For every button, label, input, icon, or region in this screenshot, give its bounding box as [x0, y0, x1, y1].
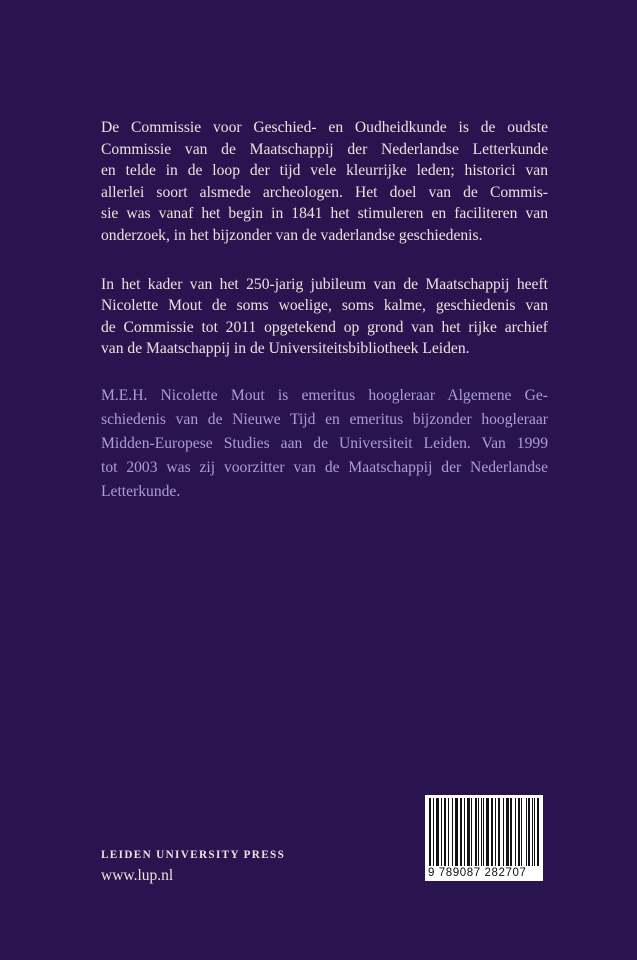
text-line: In het kader van het 250-jarig jubileum van de Maatschappij heeft: [101, 275, 548, 293]
text-line: allerlei soort alsmede archeologen. Het doel van de Commis-: [101, 183, 548, 201]
text-line: onderzoek, in het bijzonder van de vaderlandse geschiedenis.: [101, 226, 483, 244]
text-line: en telde in de loop der tijd vele kleurrijke leden; historici van: [101, 162, 548, 180]
text-line: sie was vanaf het begin in 1841 het stimuleren en faciliteren van: [101, 205, 548, 223]
author-bio: [101, 384, 548, 504]
publisher-imprint: [101, 848, 285, 886]
blurb-paragraph-2: [101, 274, 548, 360]
barcode-bars-icon: [429, 798, 539, 866]
isbn-barcode: [425, 795, 543, 881]
text-line: De Commissie voor Geschied- en Oudheidkunde is de oudste: [101, 119, 548, 136]
text-line: Midden-Europese Studies aan de Universiteit Leiden. Van 1999: [101, 434, 548, 452]
isbn-digits: 9 789087 282707: [428, 867, 540, 880]
text-line: van de Maatschappij in de Universiteitsbibliotheek Leiden.: [101, 340, 470, 358]
blurb-paragraph-1: [101, 117, 548, 247]
text-line: Commissie van de Maatschappij der Nederlandse Letterkunde: [101, 140, 548, 158]
blurb-column: [101, 117, 548, 504]
publisher-url: www.lup.nl: [101, 867, 174, 884]
text-line: Nicolette Mout de soms woelige, soms kalme, geschiedenis van: [101, 297, 548, 315]
text-line: schiedenis van de Nieuwe Tijd en emeritus bijzonder hoogleraar: [101, 410, 548, 428]
publisher-name: LEIDEN UNIVERSITY PRESS: [101, 849, 286, 861]
text-line: M.E.H. Nicolette Mout is emeritus hoogleraar Algemene Ge-: [101, 386, 548, 404]
text-line: Letterkunde.: [101, 482, 181, 500]
text-line: de Commissie tot 2011 opgetekend op grond van het rijke archief: [101, 318, 548, 336]
text-line: tot 2003 was zij voorzitter van de Maatschappij der Nederlandse: [101, 458, 548, 476]
